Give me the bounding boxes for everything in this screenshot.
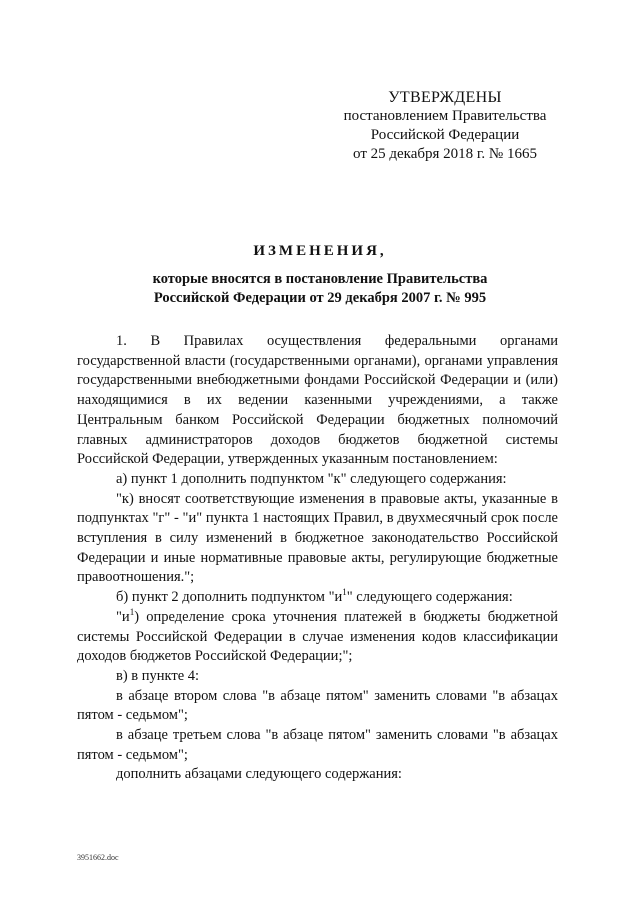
paragraph-4-text-b: " следующего содержания: <box>346 589 513 606</box>
paragraph-5-text-b: ) определение срока уточнения платежей в бюджеты бюджетной системы Российской Федерации в случае изменения кодов классификации доходов бюджетов Российской Федерации;"; <box>77 608 558 665</box>
paragraph-3: "к) вносят соответствующие изменения в правовые акты, указанные в подпунктах "г" - "и" пункта 1 настоящих Правил, в двухмесячный срок после вступления в силу изменений в бюджетное законодательство Российской Федерации и иные нормативные правовые акты, регулирующие бюджетные правоотношения."; <box>77 490 558 586</box>
superscript-1: 1 <box>342 587 347 598</box>
paragraph-5 <box>77 608 558 667</box>
document-subtitle <box>60 270 580 308</box>
paragraph-4-text-a: б) пункт 2 дополнить подпунктом "и <box>116 589 343 606</box>
paragraph-7: в абзаце втором слова "в абзаце пятом" заменить словами "в абзацах пятом - седьмом"; <box>77 687 558 724</box>
subtitle-line-1: которые вносятся в постановление Правительства <box>152 271 488 287</box>
superscript-1: 1 <box>129 607 135 618</box>
document-title: ИЗМЕНЕНИЯ, <box>253 243 387 259</box>
paragraph-1: 1. В Правилах осуществления федеральными органами государственной власти (государственными органами), органами управления государственными внебюджетными фондами Российской Федерации и (или) находящимися в их ведении казенными учреждениями, а также Центральным банком Российской Федерации бюджетных полномочий главных администраторов доходов бюджетов бюджетной системы Российской Федерации, утвержденных указанным постановлением: <box>77 333 558 468</box>
paragraph-5-text-a: "и <box>116 608 130 625</box>
document-body <box>77 332 558 785</box>
paragraph-2: а) пункт 1 дополнить подпунктом "к" следующего содержания: <box>116 470 507 487</box>
paragraph-4 <box>77 588 558 608</box>
approval-line-2: Российской Федерации <box>370 127 520 143</box>
paragraph-6: в) в пункте 4: <box>116 667 200 684</box>
approval-title: УТВЕРЖДЕНЫ <box>388 89 502 106</box>
paragraph-9: дополнить абзацами следующего содержания: <box>116 766 402 783</box>
approval-block <box>330 88 560 164</box>
paragraph-8: в абзаце третьем слова "в абзаце пятом" заменить словами "в абзацах пятом - седьмом"; <box>77 727 558 763</box>
approval-line-1: постановлением Правительства <box>343 108 547 124</box>
footer-filename: 3951662.doc <box>77 853 119 862</box>
approval-line-3: от 25 декабря 2018 г. № 1665 <box>353 146 537 162</box>
subtitle-line-2: Российской Федерации от 29 декабря 2007 г. № 995 <box>153 290 487 306</box>
